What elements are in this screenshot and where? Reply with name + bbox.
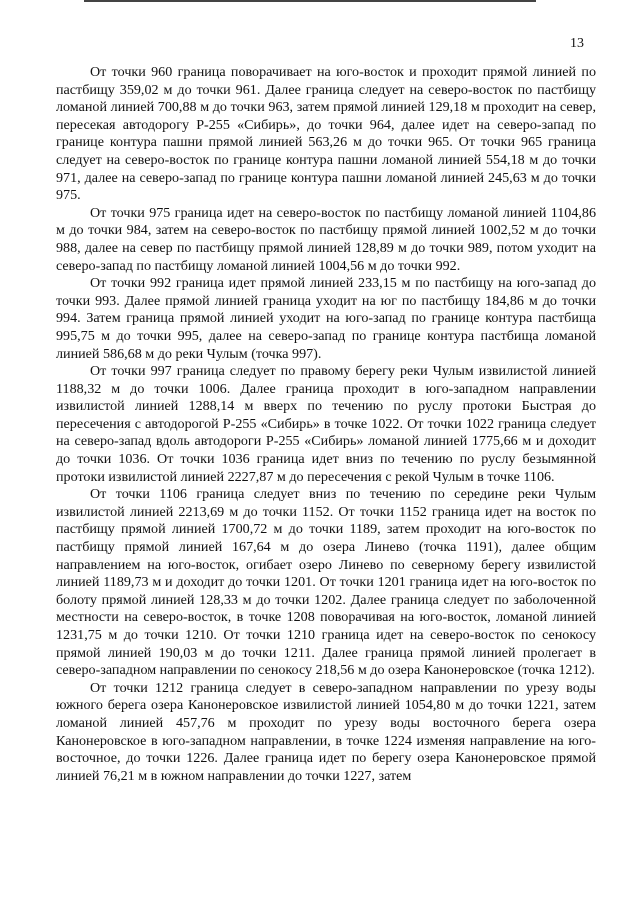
- paragraph: От точки 1106 граница следует вниз по течению по середине реки Чулым извилистой линией 2213,69 м до точки 1152. От точки 1152 граница идет на восток по пастбищу прямой линией 1700,72 м до точки 1189, затем проходит на юго-восток по пастбищу прямой линией 167,64 м до озера Линево (точка 1191), далее общим направлением на юго-восток, огибает озеро Линево по северному берегу извилистой линией 1189,73 м и доходит до точки 1201. От точки 1201 граница идет на юго-восток по болоту прямой линией 128,33 м до точки 1202. Далее граница следует по заболоченной местности на северо-восток, в точке 1208 поворачивая на юго-восток, ломаной линией 1231,75 м до точки 1210. От точки 1210 граница идет на северо-восток по сенокосу прямой линией 190,03 м до точки 1211. Далее граница прямой линией пролегает в северо-западном направлении по сенокосу 218,56 м до озера Канонеровское (точка 1212).: [56, 486, 596, 679]
- paragraph: От точки 1212 граница следует в северо-западном направлении по урезу воды южного берега озера Канонеровское извилистой линией 1054,80 м до точки 1221, затем ломаной линией 457,76 м проходит по урезу воды восточного берега озера Канонеровское в юго-западном направлении, в точке 1224 изменяя направление на юго-восточное, до точки 1226. Далее граница идет по берегу озера Канонеровское прямой линией 76,21 м в южном направлении до точки 1227, затем: [56, 679, 596, 784]
- paragraph: От точки 997 граница следует по правому берегу реки Чулым извилистой линией 1188,32 м до точки 1006. Далее граница проходит в юго-западном направлении извилистой линией 1288,14 м вверх по течению по руслу протоки Быстрая до пересечения с автодорогой Р-255 «Сибирь» в точке 1022. От точки 1022 граница следует на северо-запад вдоль автодороги Р-255 «Сибирь» ломаной линией 1775,66 м и доходит до точки 1036. От точки 1036 граница идет вниз по течению по руслу безымянной протоки извилистой линией 2227,87 м до пересечения с рекой Чулым в точке 1106.: [56, 363, 596, 485]
- paragraph: От точки 960 граница поворачивает на юго-восток и проходит прямой линией по пастбищу 359,02 м до точки 961. Далее граница следует на северо-восток по пастбищу ломаной линией 700,88 м до точки 963, затем прямой линией 129,18 м проходит на север, пересекая автодорогу Р-255 «Сибирь», до точки 964, далее идет на северо-запад по границе контура пашни прямой линией 563,26 м до точки 965. От точки 965 граница следует на северо-восток по границе контура пашни ломаной линией 554,18 м до точки 971, далее на северо-запад по границе контура пашни ломаной линией 245,63 м до точки 975.: [56, 64, 596, 204]
- paragraph: От точки 975 граница идет на северо-восток по пастбищу ломаной линией 1104,86 м до точки 984, затем на северо-восток по пастбищу прямой линией 1002,52 м до точки 988, далее на север по пастбищу прямой линией 128,89 м до точки 989, потом уходит на северо-запад по пастбищу ломаной линией 1004,56 м до точки 992.: [56, 204, 596, 274]
- document-body: [56, 64, 596, 785]
- page-number: 13: [570, 36, 584, 51]
- top-rule: [84, 0, 536, 2]
- paragraph: От точки 992 граница идет прямой линией 233,15 м по пастбищу на юго-запад до точки 993. Далее прямой линией граница уходит на юг по пастбищу 184,86 м до точки 994. Затем граница прямой линией уходит на юго-запад по границе контура пастбища 995,75 м до точки 995, далее на северо-запад по границе контура пастбища ломаной линией 586,68 м до реки Чулым (точка 997).: [56, 275, 596, 362]
